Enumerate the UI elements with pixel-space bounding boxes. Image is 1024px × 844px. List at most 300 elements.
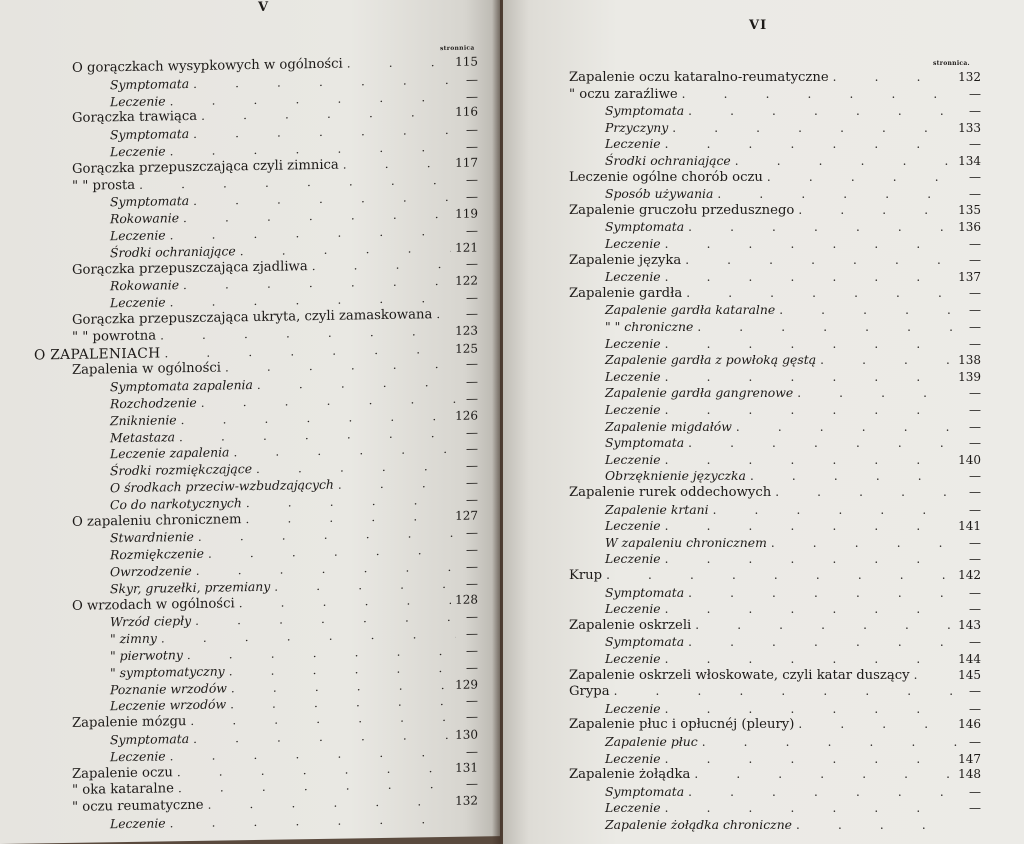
toc-entry [605,585,981,602]
dot-leader [665,652,954,666]
dot-leader [686,286,959,300]
toc-entry-title: " oczu reumatyczne [72,797,204,816]
toc-entry [569,170,981,187]
toc-page-number: — [969,535,981,550]
dot-leader [201,105,451,123]
toc-page-number: — [969,735,981,749]
toc-entry [605,784,981,801]
dot-leader [665,337,959,351]
page-folio: V [258,0,270,15]
dot-leader [347,55,451,71]
toc-page-number: 132 [455,793,478,809]
toc-page-number: — [969,635,981,650]
toc-page-number: — [466,172,478,187]
toc-entry-title: Leczenie [110,748,166,765]
toc-page-number: — [466,89,478,104]
toc-entry [569,70,981,87]
toc-entry [605,634,981,651]
page-folio: VI [749,18,768,33]
dot-leader [343,156,451,172]
dot-leader [685,253,959,267]
dot-leader [193,190,456,208]
toc-entry [605,419,981,436]
toc-page-number: 130 [455,727,478,742]
dot-leader [665,137,959,151]
toc-entry-title: Skyr, gruzełki, przemiany [110,578,271,597]
toc-entry-title: Zapalenie gardła kataralne [605,302,776,318]
toc-entry-title: Symptomata [110,75,190,93]
toc-entry-title: O ZAPALENIACH [34,345,161,364]
toc-page-number: — [969,336,981,351]
toc-page-number: — [466,391,478,406]
dot-leader [672,121,954,135]
toc-page-number: 127 [455,508,478,523]
toc-entry-title: " " chroniczne [605,319,694,334]
dot-leader [665,702,959,716]
toc-entry-title: Leczenie [110,227,166,244]
toc-page-number: — [466,609,478,625]
dot-leader [914,668,955,682]
toc-entry-title: Symptomata [605,584,685,600]
toc-page-number: 128 [455,592,478,607]
toc-page-number: — [466,223,478,238]
toc-entry-title: Leczenie zapalenia [110,444,230,462]
toc-entry-title: " pierwotny [110,647,183,664]
toc-entry-title: Leczenie [605,750,661,766]
toc-page-number: 141 [958,519,981,534]
toc-page-number: — [969,403,981,417]
toc-entry-title: " " powrotna [72,328,157,345]
toc-page-number: — [969,252,981,267]
toc-entry [569,286,981,303]
dot-leader [702,735,959,749]
toc-entry-title: Leczenie [605,518,661,534]
dot-leader [230,694,456,712]
toc-page-number: — [969,801,981,816]
dot-leader [231,678,451,695]
toc-page-number: — [969,552,981,567]
toc-entry [569,568,981,585]
dot-leader [694,767,954,781]
toc-page-number: 129 [455,677,478,692]
dot-leader [736,420,959,434]
toc-entry-title: Leczenie [605,236,661,251]
toc-page-number: — [466,72,478,87]
toc-entry-title: Leczenie [605,335,661,351]
toc-page-number: — [466,458,478,473]
toc-entry [605,651,981,668]
toc-page-number: 122 [455,273,478,289]
toc-page-number: — [969,303,981,318]
toc-page-number: — [969,137,981,152]
toc-entry-title: " symptomatyczny [110,663,225,681]
toc-entry-title: Zapalenie migdałów [605,418,732,434]
toc-entry [605,518,981,535]
toc-page-number: — [466,643,478,658]
toc-entry-title: Zapalenie oczu kataralno-reumatyczne [569,70,829,85]
toc-entry-title: Stwardnienie [110,529,194,546]
dot-leader [225,357,456,375]
toc-entry [605,402,981,419]
toc-page-number: — [466,492,478,507]
dot-leader [196,560,456,578]
toc-entry-title: Symptomata [110,126,190,143]
toc-entry-title: Obrzęknienie języczka [605,468,746,484]
toc-entry-title: Rozmiękczenie [110,545,204,563]
toc-entry-title: Zapalenie mózgu [72,714,187,732]
toc-entry-title: Gorączka trawiąca [72,109,198,127]
dot-leader [198,526,456,544]
toc-page-number: — [969,469,981,484]
toc-entry-title: Symptomata [605,103,685,119]
toc-entry-title: Zapalenie żołądka [569,767,691,783]
dot-leader [775,485,959,499]
toc-page-number: 131 [455,760,478,775]
toc-entry-title: Zapalenie gardła gangrenowe [605,385,794,401]
toc-entry-title: O wrzodach w ogólności [72,595,235,614]
toc-entry-title: Rokowanie [110,210,180,227]
toc-entry [605,535,981,552]
toc-entry-title: Co do narkotycznych [110,494,242,513]
toc-entry [605,551,981,568]
toc-page-number: 126 [455,408,478,423]
dot-leader [688,635,959,649]
toc-page-number: 148 [958,767,981,782]
dot-leader [239,593,451,610]
toc-entry-title: Zapalenie oskrzeli [569,617,692,633]
toc-page-number: 123 [455,323,478,338]
toc-page-number: — [969,701,981,716]
toc-entry [605,601,981,618]
toc-entry-title: Leczenie [110,294,166,311]
toc-page-number: — [466,559,478,574]
dot-leader [338,476,456,492]
toc-page-number: — [466,189,478,205]
toc-page-number: 143 [958,617,981,632]
toc-page-number: 132 [958,70,981,84]
toc-entry-title: Symptomata [605,634,685,650]
toc-entry [605,452,981,469]
toc-entry-title: Zapalenie żołądka chroniczne [605,817,793,832]
dot-leader [256,459,456,476]
toc-page-number: 134 [958,154,981,168]
dot-leader [695,618,954,632]
toc-entry-title: Zapalenie gruczołu przedusznego [569,202,795,218]
toc-entry-title: Symptomata [605,783,685,799]
toc-entry-title: Leczenie [605,269,661,285]
toc-entry-title: Zapalenie oczu [72,764,173,782]
dot-leader [190,710,456,728]
toc-page-number: — [466,290,478,305]
toc-entry-title: Leczenie [605,700,661,716]
toc-page-number: — [969,104,981,119]
dot-leader [665,519,954,533]
dot-leader [233,442,456,459]
toc-entry-title: Symptomata [110,731,190,748]
dot-leader [665,453,954,467]
dot-leader [274,577,456,594]
toc-entry-title: Zapalenie krtani [605,501,709,517]
dot-leader [688,220,954,234]
dot-leader [665,552,959,566]
toc-page-number: — [969,436,981,451]
toc-entry-title: Zapalenia w ogólności [72,360,221,379]
toc-entry [569,87,981,104]
toc-page-number: — [969,285,981,300]
left-page [0,0,500,844]
dot-leader [606,568,954,582]
dot-leader [665,801,959,815]
dot-leader [735,154,954,168]
toc-entry [605,302,981,319]
toc-entry-title: O gorączkach wysypkowych w ogólności [72,56,343,76]
dot-leader [614,684,959,698]
dot-leader [177,761,451,779]
toc-entry-title: Rozchodzenie [110,394,197,412]
toc-entry [605,120,981,137]
toc-page-number: — [969,602,981,617]
toc-page-number: — [466,425,478,440]
toc-page-number: — [466,576,478,591]
toc-entry-title: Przyczyny [605,119,669,135]
toc-entry-title: Zapalenie płuc [605,734,698,749]
toc-entry [605,751,981,768]
toc-entry [605,468,981,485]
toc-entry-title: Zapalenie gardła z powłoką gęstą [605,352,817,368]
dot-leader [208,794,452,812]
dot-leader [229,661,456,679]
toc-entry-title: Sposób używania [605,186,714,202]
toc-entry [605,502,981,519]
dot-leader [820,353,954,367]
toc-page-number: 136 [958,220,981,235]
table-of-contents [503,0,1024,844]
toc-page-number: — [466,256,478,271]
toc-entry-title: Gorączka przepuszczająca czyli zimnica [72,157,339,177]
toc-entry [569,767,981,784]
toc-page-number: 144 [958,652,981,666]
dot-leader [257,375,456,392]
dot-leader [682,87,959,101]
toc-entry-title: Owrzodzenie [110,562,192,580]
toc-page-number: — [466,626,478,641]
toc-entry-title: Gorączka przepuszczająca ukryta, czyli zamaskowana [72,307,433,328]
toc-page-number: — [969,419,981,434]
toc-entry-title: Symptomata [605,219,685,235]
toc-entry-title: Zapalenie rurek oddechowych [569,485,772,500]
toc-entry-title: Symptomata [110,193,190,210]
toc-page-number: 115 [455,54,478,69]
toc-entry [605,336,981,353]
toc-entry-title: Gorączka przepuszczająca zjadliwa [72,258,308,278]
toc-page-number: — [969,784,981,799]
dot-leader [697,320,959,334]
toc-page-number: — [466,306,478,321]
toc-entry [569,618,981,635]
toc-entry-title: Rokowanie [110,277,180,294]
dot-leader [717,187,959,201]
toc-entry-title: " oczu zaraźliwe [569,86,678,102]
toc-page-number: 116 [455,104,478,120]
toc-entry [569,485,981,502]
toc-page-number: 145 [958,667,981,682]
toc-entry-title: Zniknienie [110,412,177,429]
dot-leader [170,812,456,830]
toc-page-number: — [969,485,981,499]
toc-entry-title: Wrzód ciepły [110,613,192,630]
toc-page-number: 147 [958,751,981,766]
dot-leader [665,752,954,766]
toc-entry-title: Leczenie [605,136,661,152]
toc-entry-title: Zapalenie płuc i opłucnéj (pleury) [569,717,795,733]
toc-page-number: — [969,386,981,401]
toc-page-number: — [466,441,478,457]
toc-entry [605,352,981,369]
toc-page-number: 133 [958,120,981,135]
toc-entry [605,269,981,286]
dot-leader [240,241,451,258]
toc-page-number: — [466,693,478,709]
dot-leader [665,602,959,616]
toc-entry-title: O zapaleniu chronicznem [72,511,242,530]
toc-entry [569,684,981,701]
toc-page-number: — [466,356,478,372]
toc-entry-title: O środkach przeciw-wzbudzających [110,476,334,496]
toc-page-number: — [969,320,981,334]
toc-page-number: — [969,684,981,699]
dot-leader [767,170,959,184]
toc-entry-title: Symptomata zapalenia [110,377,253,395]
toc-entry-title: Leczenie [110,92,166,109]
dot-leader [201,392,456,410]
toc-page-number: — [466,475,478,490]
dot-leader [665,270,954,284]
toc-entry-title: Leczenie wrzodów [110,696,227,714]
toc-entry-title: " oka kataralne [72,781,174,799]
toc-page-number: — [466,709,478,724]
toc-entry [605,385,981,402]
dot-leader [688,586,959,600]
toc-entry-title: Leczenie [605,451,661,467]
toc-entry-title: Grypa [569,684,610,700]
toc-page-number: — [466,122,478,137]
dot-leader [798,203,954,217]
toc-entry-title: " " prosta [72,177,136,194]
toc-page-number: — [466,374,478,389]
toc-entry-title: Poznanie wrzodów [110,680,227,697]
toc-page-number: — [466,542,478,557]
toc-entry-title: Leczenie [605,601,661,617]
dot-leader [798,717,954,731]
toc-page-number: 142 [958,568,981,582]
dot-leader [688,785,959,799]
toc-entry [605,369,981,386]
toc-entry-title: Leczenie [110,815,166,832]
dot-leader [797,386,959,400]
dot-leader [193,123,456,141]
toc-page-number: — [466,525,478,541]
toc-entry-title: Leczenie ogólne chorób oczu [569,169,763,185]
toc-page-number: — [466,139,478,154]
toc-entry [605,186,981,203]
page-column-header: stronnica [440,44,475,53]
toc-entry [605,236,981,253]
toc-entry-title: Symptomata [605,435,685,451]
toc-entry-title: Środki ochraniające [110,243,236,261]
toc-page-number: 135 [958,202,981,217]
table-of-contents [0,0,500,844]
dot-leader [195,610,456,628]
toc-page-number: — [466,744,478,759]
toc-entry [605,800,981,817]
toc-page-number: — [969,169,981,184]
toc-entry [605,136,981,153]
toc-page-number: — [466,776,478,792]
toc-entry-title: Metastaza [110,428,176,445]
dot-leader [779,303,959,317]
toc-entry-title: Środki ochraniające [605,153,731,168]
toc-entry [605,734,981,751]
dot-leader [665,403,959,417]
toc-page-number: 119 [455,206,478,222]
toc-entry [605,701,981,718]
toc-entry-title: " zimny [110,630,157,647]
dot-leader [665,237,959,251]
toc-page-number: — [969,585,981,600]
toc-entry-title: Leczenie [605,651,661,666]
toc-entry [569,717,981,734]
toc-entry-title: Zapalenie gardła [569,285,683,301]
dot-leader [688,104,959,118]
dot-leader [713,503,959,517]
dot-leader [796,818,959,832]
dot-leader [833,70,954,84]
dot-leader [178,777,456,795]
toc-page-number: 117 [455,155,478,170]
dot-leader [771,536,959,550]
page-column-header: stronnica. [933,60,970,67]
toc-entry-title: W zapaleniu chronicznem [605,534,767,550]
toc-entry-title: Krup [569,568,603,583]
dot-leader [193,728,451,746]
toc-entry-title: Leczenie [605,551,661,567]
toc-entry [569,253,981,270]
toc-entry [605,219,981,236]
dot-leader [193,73,456,91]
toc-page-number: — [969,86,981,101]
toc-page-number: 137 [958,270,981,285]
toc-entry [569,203,981,220]
toc-entry [605,435,981,452]
toc-page-number: 140 [958,452,981,467]
toc-page-number: — [969,237,981,251]
toc-entry-title: Zapalenie języka [569,252,682,268]
toc-page-number: — [466,660,478,675]
toc-entry [569,668,981,685]
toc-entry-title: Leczenie [605,402,661,417]
toc-entry-title: Leczenie [605,368,661,384]
toc-entry-title: Leczenie [605,800,661,816]
toc-page-number: — [969,502,981,517]
toc-page-number: 139 [958,369,981,384]
toc-entry [605,319,981,336]
dot-leader [312,256,456,272]
dot-leader [665,370,954,384]
toc-entry [605,817,981,834]
toc-page-number: — [969,187,981,202]
dot-leader [246,493,456,510]
dot-leader [436,307,456,321]
